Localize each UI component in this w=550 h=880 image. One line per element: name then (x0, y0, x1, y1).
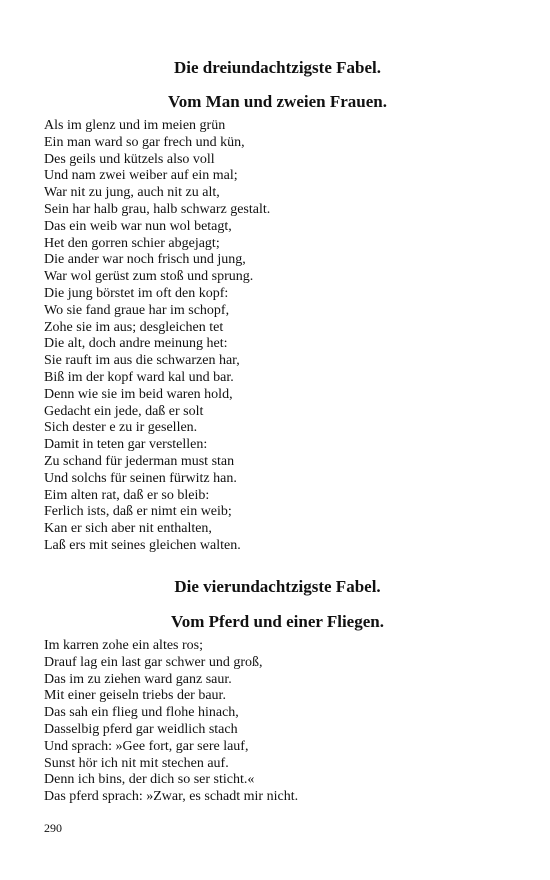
verse-line: Als im glenz und im meien grün (44, 118, 226, 133)
verse-line: Das ein weib war nun wol betagt, (44, 218, 232, 234)
verse-line: Mit einer geiseln triebs der baur. (44, 688, 226, 704)
verse-line: Sunst hör ich nit mit stechen auf. (44, 755, 229, 771)
fable-83-title: Die dreiundachtzigste Fabel. (174, 58, 381, 77)
page-number: 290 (44, 821, 62, 835)
verse-line: Die alt, doch andre meinung het: (44, 336, 228, 352)
fable-84-verses (44, 638, 298, 806)
verse-line: Dasselbig pferd gar weidlich stach (44, 721, 238, 737)
fable-83-verses (44, 118, 270, 555)
verse-line: Laß ers mit seines gleichen walten. (44, 537, 241, 553)
verse-line: Ein man ward so gar frech und kün, (44, 134, 245, 150)
verse-line: Und nam zwei weiber auf ein mal; (44, 168, 238, 184)
verse-line: Ferlich ists, daß er nimt ein weib; (44, 504, 232, 520)
verse-line: Die ander war noch frisch und jung, (44, 252, 246, 268)
fable-84-subtitle: Vom Pferd und einer Fliegen. (171, 612, 384, 631)
fable-83-subtitle: Vom Man und zweien Frauen. (168, 92, 387, 111)
verse-line: Biß im der kopf ward kal und bar. (44, 369, 234, 385)
verse-line: Gedacht ein jede, daß er solt (44, 403, 204, 419)
verse-line: Das pferd sprach: »Zwar, es schadt mir nicht. (44, 789, 299, 805)
verse-line: Und solchs für seinen fürwitz han. (44, 470, 237, 486)
verse-line: Das sah ein flieg und flohe hinach, (44, 705, 239, 721)
verse-line: War nit zu jung, auch nit zu alt, (44, 185, 220, 201)
verse-line: War wol gerüst zum stoß und sprung. (44, 269, 254, 285)
verse-line: Eim alten rat, daß er so bleib: (44, 487, 210, 503)
verse-line: Damit in teten gar verstellen: (44, 437, 208, 453)
verse-line: Het den gorren schier abgejagt; (44, 235, 220, 251)
verse-line: Zohe sie im aus; desgleichen tet (44, 319, 224, 335)
verse-line: Die jung börstet im oft den kopf: (44, 285, 229, 301)
verse-line: Wo sie fand graue har im schopf, (44, 302, 230, 318)
verse-line: Im karren zohe ein altes ros; (44, 638, 203, 653)
verse-line: Zu schand für jederman must stan (44, 453, 235, 469)
verse-line: Sein har halb grau, halb schwarz gestalt. (44, 201, 271, 217)
verse-line: Und sprach: »Gee fort, gar sere lauf, (44, 738, 249, 754)
verse-line: Das im zu ziehen ward ganz saur. (44, 671, 232, 687)
verse-line: Denn ich bins, der dich so ser sticht.« (44, 772, 255, 788)
verse-line: Sie rauft im aus die schwarzen har, (44, 353, 240, 369)
verse-line: Sich dester e zu ir gesellen. (44, 420, 198, 436)
verse-line: Drauf lag ein last gar schwer und groß, (44, 654, 263, 670)
fable-84-title: Die vierundachtzigste Fabel. (174, 577, 381, 596)
verse-line: Kan er sich aber nit enthalten, (44, 521, 212, 537)
verse-line: Des geils und kützels also voll (44, 151, 215, 167)
verse-line: Denn wie sie im beid waren hold, (44, 386, 233, 402)
